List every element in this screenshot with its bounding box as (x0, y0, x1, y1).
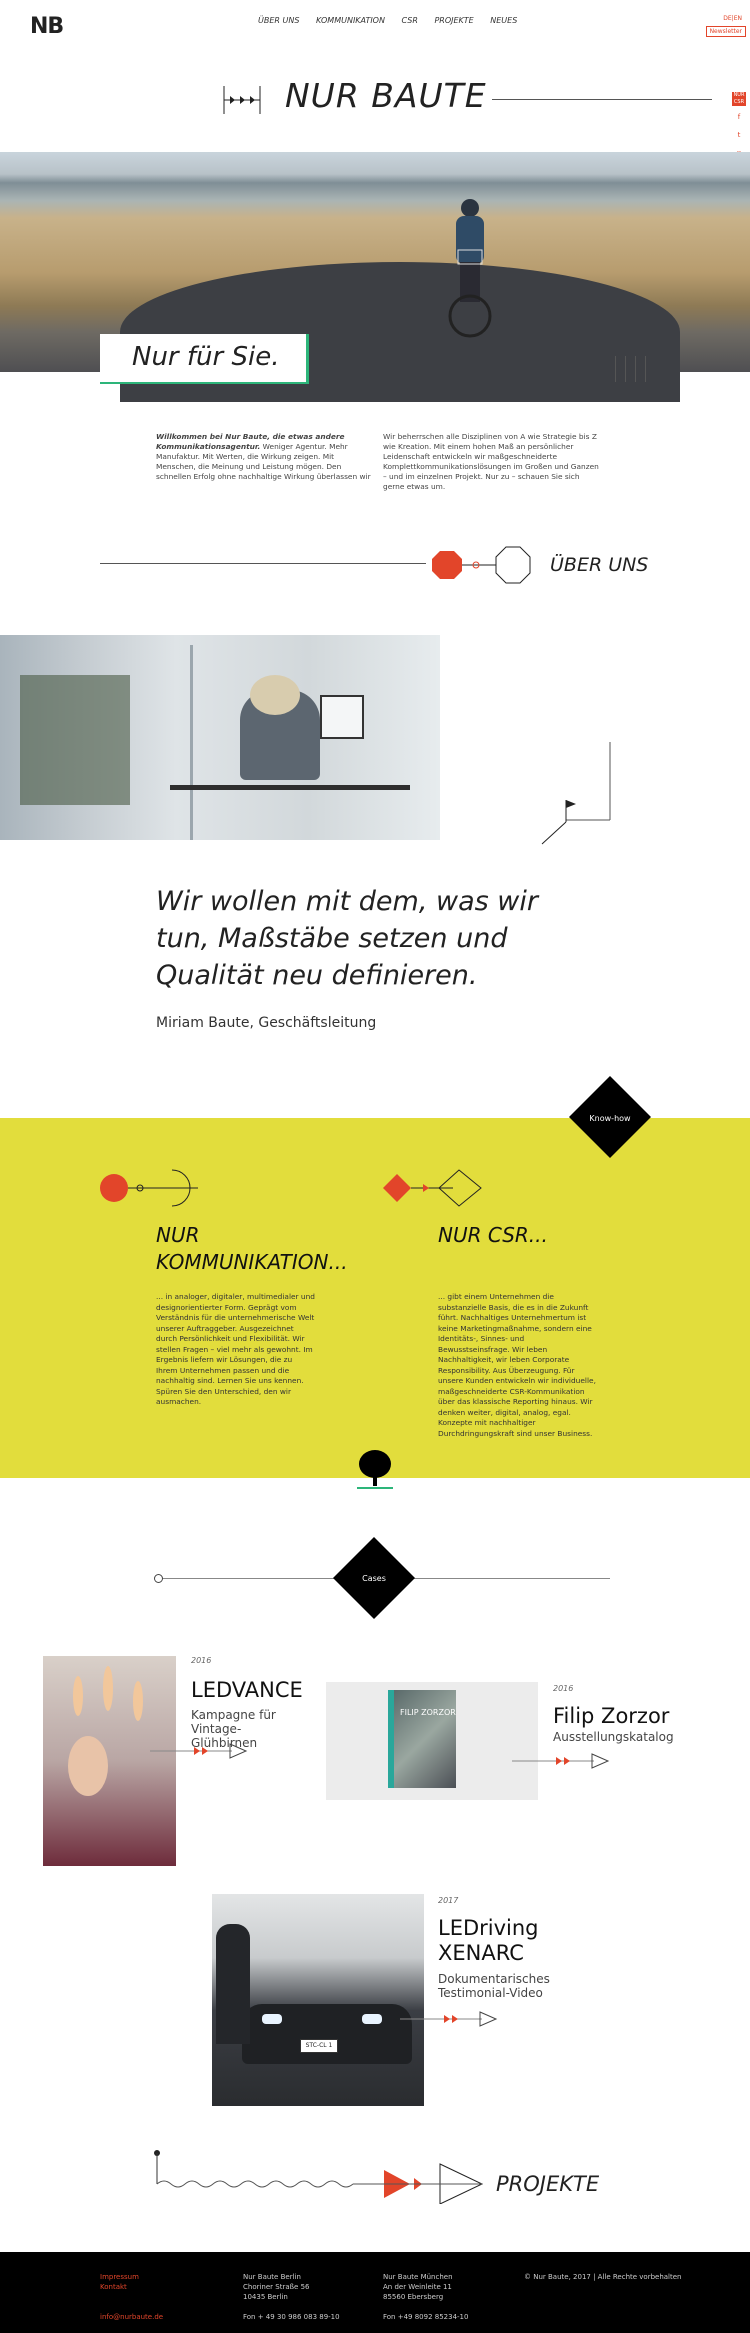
email-link[interactable]: info@nurbaute.de (100, 2313, 164, 2321)
csr-title: NUR CSR... (438, 1223, 548, 1247)
book-cover (394, 1690, 456, 1788)
case-title-ledvance[interactable]: LEDVANCE (191, 1678, 303, 1702)
berlin-phone: Fon + 49 30 986 083 89-10 (243, 2313, 340, 2321)
intro-bold: Willkommen bei Nur Baute, die etwas andere Kommunikationsagentur. (156, 432, 345, 451)
menu-item-projekte[interactable]: PROJEKTE (434, 16, 474, 25)
munich-street: An der Weinleite 11 (383, 2283, 452, 2291)
about-rule (100, 563, 426, 564)
berlin-street: Choriner Straße 56 (243, 2283, 310, 2291)
cases-label: Cases (362, 1574, 386, 1583)
office-photo (0, 635, 440, 840)
footer-munich (383, 2272, 468, 2322)
projekte-divider-icon (152, 2148, 492, 2204)
menu-item-kommunikation[interactable]: KOMMUNIKATION (315, 16, 385, 25)
case-sub-zorzor: Ausstellungskatalog (553, 1730, 674, 1744)
csr-text: ... gibt einem Unternehmen die substanzielle Basis, die es in die Zukunft führt. Nachhaltiges Unternehmertum ist keine Marketingmaßnahme, sondern eine Identitäts-, Sinnes- und Bewusstseinsfrage. Wir leben Nachhaltigkeit, wir leben Corporate Responsibility. Aus Überzeugung. Für unsere Kunden entwickeln wir individuelle, maßgeschneiderte CSR-Kommunikation über das klassische Reporting hinaus. Wir denken weiter, digital, analog, egal. Konzepte mit nachhaltiger Durchdringungskraft sind unser Business. (438, 1292, 596, 1438)
case-arrow-icon (512, 1752, 612, 1770)
case-title-ledriving[interactable]: LEDriving XENARC (438, 1916, 539, 1965)
case-sub-ledriving: Dokumentarisches Testimonial-Video (438, 1972, 550, 2000)
impressum-link[interactable]: Impressum (100, 2273, 139, 2281)
munich-city: 85560 Ebersberg (383, 2293, 444, 2301)
tree-icon (355, 1448, 395, 1492)
footer-berlin (243, 2272, 340, 2322)
license-plate: STC-CL 1 (300, 2039, 338, 2053)
ledriving-image[interactable] (212, 1894, 424, 2106)
newsletter-button[interactable]: Newsletter (706, 26, 746, 37)
intro-rest: Weniger Agentur. Mehr Manufaktur. Mit Werten, die Wirkung zeigen. Mit Menschen, die Meinung und Leistung mögen. Den schnellen Erfolg ohne nachhaltige Wirkung überlassen wir (156, 442, 371, 481)
about-divider-icon (430, 545, 540, 585)
facebook-icon[interactable]: f (732, 110, 746, 124)
berlin-name: Nur Baute Berlin (243, 2273, 301, 2281)
about-quote: Wir wollen mit dem, was wir tun, Maßstäbe setzen und Qualität neu definieren. (156, 886, 538, 991)
twitter-icon[interactable]: t (732, 128, 746, 142)
language-switch[interactable]: DE|EN (723, 15, 742, 22)
intro-right: Wir beherrschen alle Disziplinen von A wie Strategie bis Z wie Kreation. Mit einem hohen Maß an persönlicher Leidenschaft entwickeln wir maßgeschneiderte Komplettkommunikationslösungen im Großen und Ganzen – und im einzelnen Projekt. Nur zu – schauen Sie sich gerne etwas um. (383, 432, 599, 491)
case-arrow-icon (150, 1742, 250, 1760)
case-title-zorzor[interactable]: Filip Zorzor (553, 1704, 670, 1728)
ledvance-image[interactable] (43, 1656, 176, 1866)
hero-subtitle-box (100, 334, 309, 384)
logo[interactable]: NB (30, 14, 64, 39)
intro-left (156, 432, 376, 482)
hero-subtitle: Nur für Sie. (132, 342, 280, 372)
case-arrow-icon (400, 2010, 500, 2028)
kommunikation-title: NUR KOMMUNIKATION... (156, 1223, 348, 1274)
menu-item-neues[interactable]: NEUES (490, 16, 518, 25)
main-menu (258, 16, 531, 25)
zorzor-image[interactable] (326, 1682, 538, 1800)
munich-name: Nur Baute München (383, 2273, 453, 2281)
csr-icon (383, 1166, 487, 1210)
footer (0, 2252, 750, 2333)
cases-dot (154, 1574, 163, 1583)
menu-item-csr[interactable]: CSR (401, 16, 418, 25)
monitor (320, 695, 364, 739)
case-sub-ledvance: Kampagne für Vintage-Glühbirnen (191, 1708, 276, 1750)
munich-phone: Fon +49 8092 85234-10 (383, 2313, 469, 2321)
case-year-ledriving: 2017 (438, 1896, 459, 1905)
kontakt-link[interactable]: Kontakt (100, 2283, 127, 2291)
copyright: © Nur Baute, 2017 | Alle Rechte vorbehalten (524, 2273, 682, 2281)
flag-corner-icon (540, 740, 620, 850)
knowhow-label: Know-how (589, 1114, 631, 1123)
cyclist-figure (440, 190, 500, 340)
csr-link[interactable]: NUR CSR (733, 92, 745, 105)
painting (20, 675, 130, 805)
about-title: ÜBER UNS (550, 554, 649, 576)
footer-links (100, 2272, 163, 2322)
case-year-zorzor: 2016 (553, 1684, 574, 1693)
case-year-ledvance: 2016 (191, 1656, 212, 1665)
page-title: NUR BAUTE (285, 76, 487, 115)
title-rule (492, 99, 712, 100)
quote-author: Miriam Baute, Geschäftsleitung (156, 1015, 377, 1031)
kommunikation-icon (98, 1166, 202, 1210)
projekte-title[interactable]: PROJEKTE (496, 2172, 600, 2196)
menu-item-ueber-uns[interactable]: ÜBER UNS (258, 16, 300, 25)
kommunikation-text: ... in analoger, digitaler, multimedialer und designorientierter Form. Geprägt vom Verständnis für die unternehmerische Welt unserer Auftraggeber. Ausgezeichnet durch Persönlichkeit und Flexibilität. Wir stellen Fragen – viel mehr als gewohnt. Im Ergebnis liefern wir Lösungen, die zu Ihrem Unternehmen passen und die nachhaltig sind. Lernen Sie uns kennen. Spüren Sie den Unterschied, den wir ausmachen. (156, 1292, 315, 1406)
book-title-text: FILIP ZORZOR (400, 1708, 456, 1717)
berlin-city: 10435 Berlin (243, 2293, 288, 2301)
arrows-icon (220, 82, 264, 118)
hero-tally-marks (615, 356, 655, 382)
